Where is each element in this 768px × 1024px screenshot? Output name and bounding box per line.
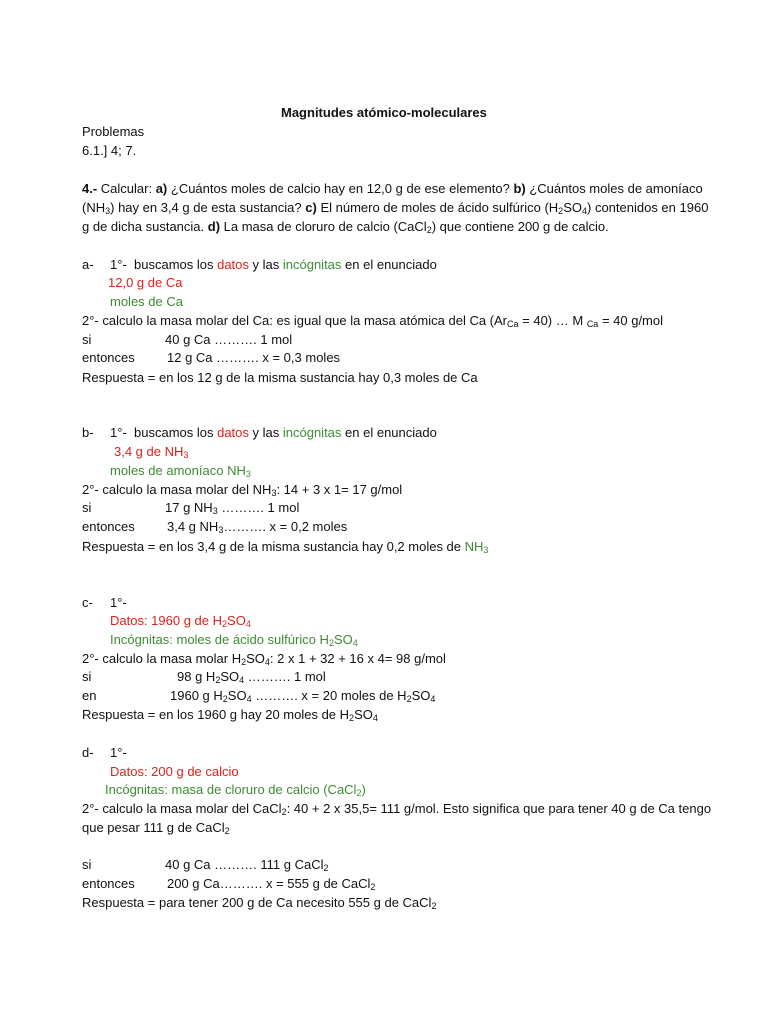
part-a-dato: 12,0 g de Ca <box>108 275 183 290</box>
part-a-si-word: si <box>82 332 92 347</box>
page-title: Magnitudes atómico-moleculares <box>281 105 487 120</box>
part-c-step2: 2°- calculo la masa molar $H_2SO_4$: 2 x 1 + 32 + 16 x 4= 98 g/mol <box>82 651 446 667</box>
part-d-step1: 1°- <box>110 745 127 760</box>
part-b-answer: Respuesta = en los 3,4 g de la misma sustancia hay 0,2 moles de $NH_3$ <box>82 539 489 555</box>
part-d-entonces-word: entonces <box>82 876 135 891</box>
problem-statement-line-3: g de dicha sustancia. d) La masa de cloruro de calcio (CaCl$_2$) que contiene 200 g de calcio. <box>82 219 609 235</box>
part-a-si-relation: 40 g Ca ………. 1 mol <box>165 332 293 347</box>
datos-word: datos <box>217 425 249 440</box>
part-b-entonces-word: entonces <box>82 519 135 534</box>
problem-statement-line-1: 4.- Calcular: a) ¿Cuántos moles de calcio hay en 12,0 g de ese elemento? b) ¿Cuántos moles de amoníaco <box>82 181 703 196</box>
part-c-step1: 1°- <box>110 595 127 610</box>
problem-statement-line-2: $(NH_3)$ hay en 3,4 g de esta sustancia? c) El número de moles de ácido sulfúrico $(H_2SO_4)$ contenidos en 1960 <box>82 200 709 216</box>
part-a-step2: 2°- calculo la masa molar del Ca: es igual que la masa atómica del Ca $(Ar_{Ca} = 40)$ … M $_{Ca}$ = 40 g/mol <box>82 313 664 329</box>
datos-word: datos <box>217 257 249 272</box>
part-c-label: c- <box>82 595 93 610</box>
part-d-incognita: Incógnitas: masa de cloruro de calcio (CaCl$_2$) <box>105 782 366 798</box>
part-a-incognita: moles de Ca <box>110 294 183 309</box>
question-d-marker: d) <box>207 219 221 234</box>
part-d-step2-line-2: que pesar 111 g de CaCl$_2$ <box>82 820 230 836</box>
section-heading: Problemas <box>82 124 145 139</box>
part-a-step1: 1°- buscamos los datos y las incógnitas en el enunciado <box>110 257 437 272</box>
problem-reference: 6.1.] 4; 7. <box>82 143 137 158</box>
part-c-si-relation: 98 g $H_2SO_4$ ………. 1 mol <box>177 669 326 685</box>
part-b-incognita: moles de amoníaco $NH_3$ <box>110 463 251 479</box>
part-d-label: d- <box>82 745 94 760</box>
part-b-dato: 3,4 g de $NH_3$ <box>114 444 189 460</box>
incognitas-word: incógnitas <box>282 257 342 272</box>
part-c-en-word: en <box>82 688 97 703</box>
part-d-step2-line-1: 2°- calculo la masa molar del CaCl$_2$: 40 + 2 x 35,5= 111 g/mol. Esto significa que para tener 40 g de Ca tengo <box>82 801 712 817</box>
part-d-entonces-relation: 200 g Ca………. x = 555 g de CaCl$_2$ <box>167 876 376 892</box>
part-b-step2: 2°- calculo la masa molar del $NH_3$: 14 + 3 x 1= 17 g/mol <box>82 482 403 498</box>
part-b-step1: 1°- buscamos los datos y las incógnitas en el enunciado <box>110 425 437 440</box>
part-a-entonces-word: entonces <box>82 350 135 365</box>
question-c-marker: c) <box>305 200 317 215</box>
part-a-label: a- <box>82 257 94 272</box>
part-a-answer: Respuesta = en los 12 g de la misma sustancia hay 0,3 moles de Ca <box>82 370 478 385</box>
question-a-marker: a) <box>155 181 168 196</box>
part-d-si-relation: 40 g Ca ………. 111 g CaCl$_2$ <box>165 857 329 873</box>
question-b-marker: b) <box>513 181 526 196</box>
part-c-en-relation: 1960 g $H_2SO_4$ ………. x = 20 moles de $H_2SO_4$ <box>170 688 436 704</box>
part-d-si-word: si <box>82 857 92 872</box>
part-b-label: b- <box>82 425 94 440</box>
part-b-entonces-relation: 3,4 g $NH_3\dots\dots\dots$. x = 0,2 moles <box>167 519 348 535</box>
part-c-dato: Datos: 1960 g de $H_2SO_4$ <box>110 613 251 629</box>
part-c-incognita: Incógnitas: moles de ácido sulfúrico $H_2SO_4$ <box>110 632 358 648</box>
part-b-si-word: si <box>82 500 92 515</box>
part-c-answer: Respuesta = en los 1960 g hay 20 moles de $H_2SO_4$ <box>82 707 378 723</box>
problem-number: 4.- <box>82 181 98 196</box>
incognitas-word: incógnitas <box>282 425 342 440</box>
part-d-answer: Respuesta = para tener 200 g de Ca necesito 555 g de CaCl$_2$ <box>82 895 437 911</box>
part-b-si-relation: 17 g $NH_3$ ………. 1 mol <box>165 500 300 516</box>
part-d-dato: Datos: 200 g de calcio <box>110 764 239 779</box>
part-c-si-word: si <box>82 669 92 684</box>
part-a-entonces-relation: 12 g Ca ………. x = 0,3 moles <box>167 350 341 365</box>
